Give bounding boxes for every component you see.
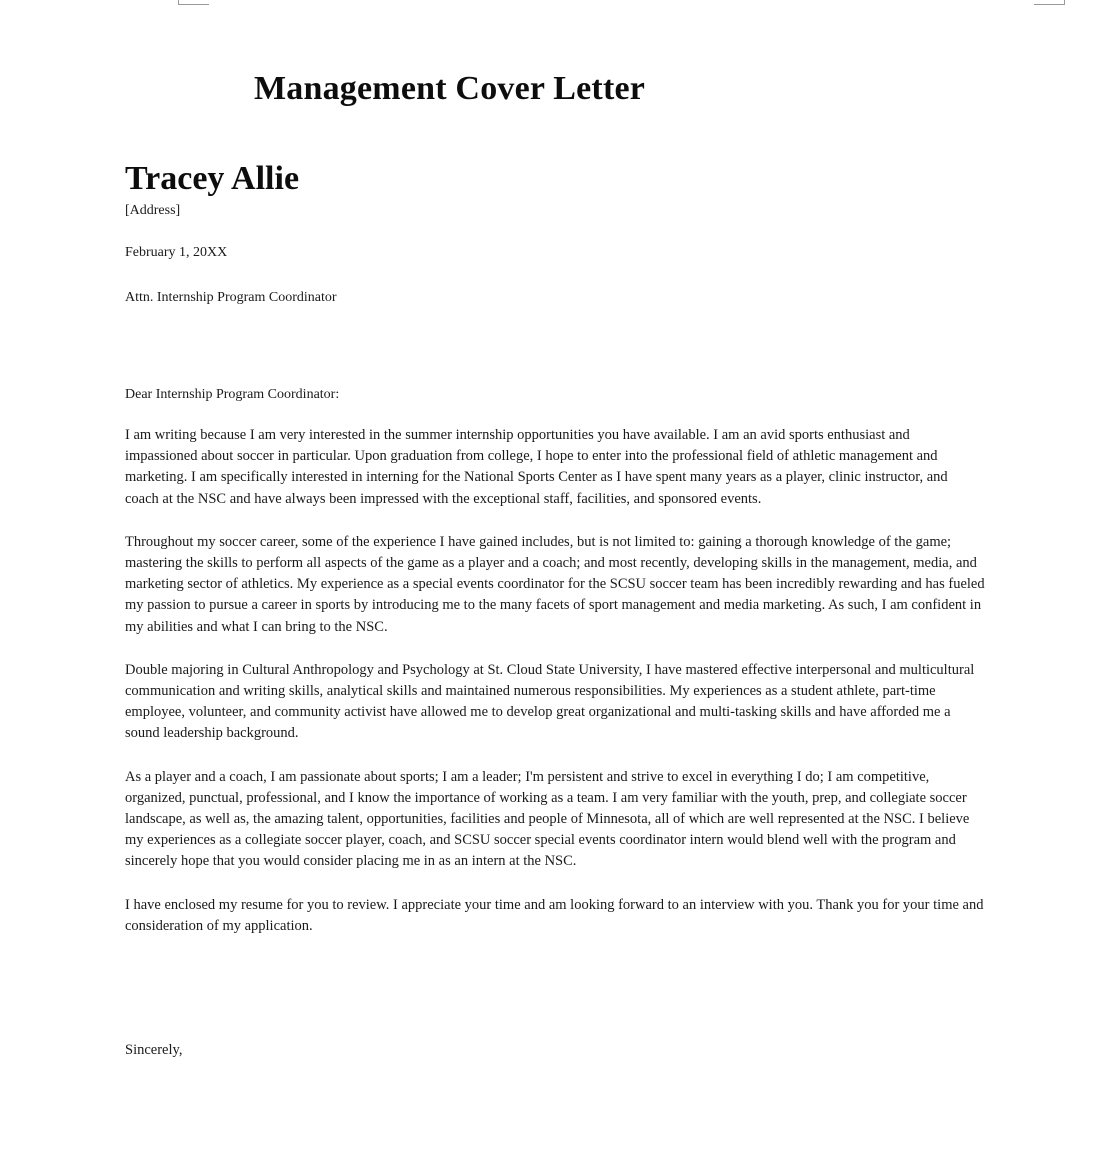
- page-corner-marker-left: [178, 0, 209, 5]
- body-paragraph: I have enclosed my resume for you to review. I appreciate your time and am looking forward to an interview with you. Thank you for your time and consideration of my application.: [125, 896, 984, 934]
- sender-name: Tracey Allie: [125, 160, 300, 197]
- sender-address: [Address]: [125, 203, 181, 218]
- body-paragraph: Throughout my soccer career, some of the experience I have gained includes, but is not limited to: gaining a thorough knowledge of the game; mastering the skills to perform all aspects of the game as a player and a coach; and most recently, developing skills in the management, media, and marketing sector of athletics. My experience as a special events coordinator for the SCSU soccer team has been incredibly rewarding and has fueled my passion to pursue a career in sports by introducing me to the many facets of sport management and media marketing. As such, I am confident in my abilities and what I can bring to the NSC.: [125, 533, 985, 635]
- attention-line: Attn. Internship Program Coordinator: [125, 290, 337, 305]
- body-paragraph: Double majoring in Cultural Anthropology and Psychology at St. Cloud State University, I have mastered effective interpersonal and multicultural communication and writing skills, analytical skills and maintained numerous responsibilities. My experiences as a student athlete, part-time employee, volunteer, and community activist have allowed me to develop great organizational and multi-tasking skills and have afforded me a sound leadership background.: [125, 661, 975, 742]
- closing: Sincerely,: [125, 1042, 183, 1058]
- letter-body: [125, 425, 985, 959]
- document-title: Management Cover Letter: [254, 70, 646, 107]
- letter-date: February 1, 20XX: [125, 245, 228, 260]
- salutation: Dear Internship Program Coordinator:: [125, 387, 340, 402]
- page-corner-marker-right: [1034, 0, 1065, 5]
- body-paragraph: As a player and a coach, I am passionate about sports; I am a leader; I'm persistent and strive to excel in everything I do; I am competitive, organized, punctual, professional, and I know the importance of working as a team. I am very familiar with the youth, prep, and collegiate soccer landscape, as well as, the amazing talent, opportunities, facilities and people of Minnesota, all of which are well represented at the NSC. I believe my experiences as a collegiate soccer player, coach, and SCSU soccer special events coordinator intern would blend well with the program and sincerely hope that you would consider placing me in as an intern at the NSC.: [125, 768, 970, 870]
- body-paragraph: I am writing because I am very interested in the summer internship opportunities you have available. I am an avid sports enthusiast and impassioned about soccer in particular. Upon graduation from college, I hope to enter into the professional field of athletic management and marketing. I am specifically interested in interning for the National Sports Center as I have spent many years as a player, clinic instructor, and coach at the NSC and have always been impressed with the exceptional staff, facilities, and sponsored events.: [125, 427, 948, 507]
